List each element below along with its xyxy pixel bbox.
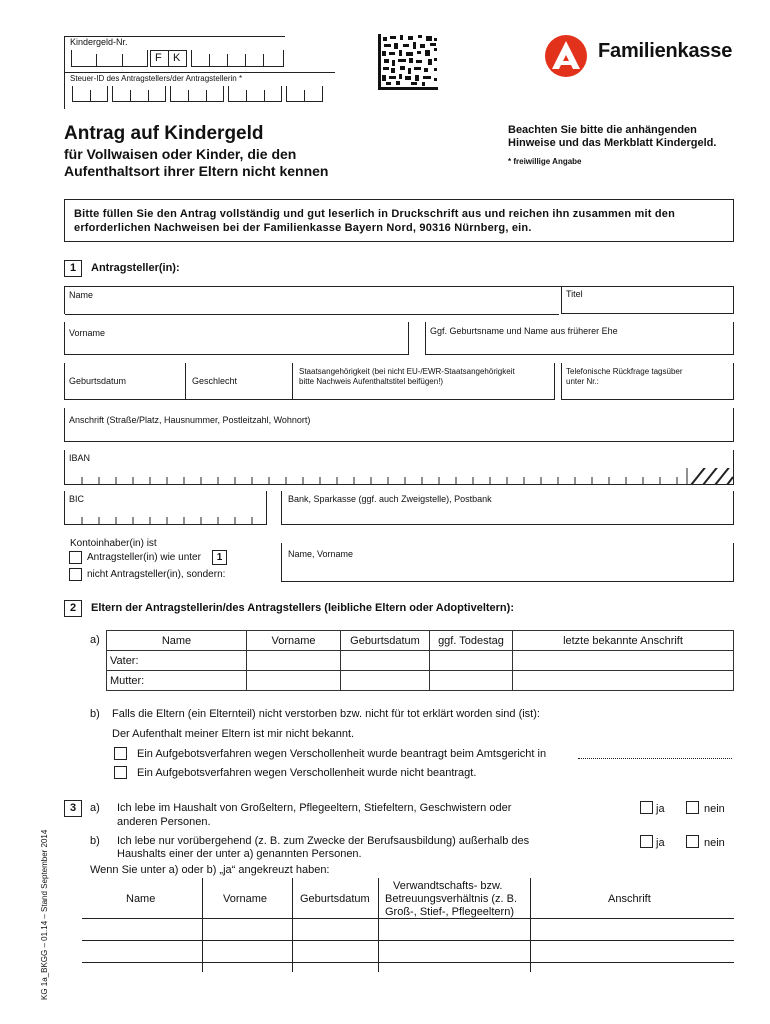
kontoinhaber-self-checkbox[interactable] [69, 551, 82, 564]
section3-b-ja-label: ja [656, 837, 665, 849]
col-name: Name [107, 631, 247, 651]
kindergeld-nr-label: Kindergeld-Nr. [70, 37, 128, 47]
titel-field[interactable]: Titel [561, 286, 734, 314]
amtsgericht-input[interactable] [578, 758, 732, 759]
household-table [82, 878, 734, 972]
table-row[interactable] [107, 651, 734, 671]
section3-b-nein-label: nein [704, 837, 725, 849]
section3-b-line2: Haushalts einer der unter a) genannten Personen. [117, 848, 362, 860]
section3-a-ja-checkbox[interactable] [640, 801, 653, 814]
row-label-vater: Vater: [107, 651, 247, 671]
optional-note: * freiwillige Angabe [508, 157, 582, 166]
section3-a-nein-label: nein [704, 803, 725, 815]
form-id-side-text: KG 1a_BKGG – 01.14 – Stand September 2014 [40, 829, 49, 1000]
row-label-mutter: Mutter: [107, 671, 247, 691]
section1-number: 1 [64, 260, 82, 277]
s3-col-verw-line2: Betreuungsverhältnis (z. B. [385, 893, 518, 905]
col-vorname: Vorname [247, 631, 341, 651]
familienkasse-logo-icon [544, 34, 588, 78]
section2-title: Eltern der Antragstellerin/des Antragstellers (leibliche Eltern oder Adoptiveltern): [91, 602, 514, 614]
fk-letter-k: K [173, 52, 181, 64]
s3-col-geburtsdatum: Geburtsdatum [300, 893, 370, 905]
bank-field[interactable]: Bank, Sparkasse (ggf. auch Zweigstelle), Postbank [281, 491, 734, 525]
datamatrix-barcode [378, 34, 438, 90]
table-row[interactable] [82, 941, 734, 962]
kontoinhaber-name-field[interactable]: Name, Vorname [281, 543, 734, 582]
steuer-id-label: Steuer-ID des Antragstellers/der Antragstellerin * [70, 74, 243, 83]
fk-letter-f: F [155, 52, 162, 64]
section3-a-line2: anderen Personen. [117, 816, 211, 828]
col-todestag: ggf. Todestag [430, 631, 513, 651]
section1-title: Antragsteller(in): [91, 262, 180, 274]
col-geburtsdatum: Geburtsdatum [341, 631, 430, 651]
section1-ref: 1 [212, 550, 227, 565]
geburtsname-field[interactable]: Ggf. Geburtsname und Name aus früherer Ehe [425, 322, 734, 355]
s3-col-name: Name [126, 893, 156, 905]
note-line1: Beachten Sie bitte die anhängenden [508, 124, 697, 136]
aufgebot-beantragt-label: Ein Aufgebotsverfahren wegen Verschollenheit wurde beantragt beim Amtsgericht in [137, 748, 547, 760]
section3-b-label: b) [90, 835, 100, 847]
kontoinhaber-self-label: Antragsteller(in) wie unter [87, 552, 201, 563]
instruction-box [64, 199, 734, 242]
table-row[interactable] [107, 671, 734, 691]
kontoinhaber-label: Kontoinhaber(in) ist [70, 538, 157, 549]
aufenthalt-text: Der Aufenthalt meiner Eltern ist mir nicht bekannt. [112, 728, 355, 740]
brand-name: Familienkasse [598, 40, 733, 62]
iban-field[interactable]: IBAN [64, 450, 734, 485]
instruction-line2: erforderlichen Nachweisen bei der Familienkasse Bayern Nord, 90316 Nürnberg, ein. [74, 222, 532, 234]
section3-b-ja-checkbox[interactable] [640, 835, 653, 848]
wenn-text: Wenn Sie unter a) oder b) „ja“ angekreuzt haben: [90, 864, 330, 876]
col-anschrift: letzte bekannte Anschrift [513, 631, 734, 651]
s3-col-verw-line3: Groß-, Stief-, Pflegeeltern) [385, 906, 514, 918]
section3-number: 3 [64, 800, 82, 817]
geburtsdatum-field[interactable]: Geburtsdatum [64, 363, 186, 400]
kontoinhaber-other-label: nicht Antragsteller(in), sondern: [87, 569, 226, 580]
s3-col-verw-line1: Verwandtschafts- bzw. [393, 880, 503, 892]
form-subtitle-line2: Aufenthaltsort ihrer Eltern nicht kennen [64, 163, 329, 179]
section2-b-text: Falls die Eltern (ein Elternteil) nicht verstorben bzw. nicht für tot erklärt worden sind (ist): [112, 708, 540, 720]
anschrift-field[interactable]: Anschrift (Straße/Platz, Hausnummer, Postleitzahl, Wohnort) [64, 408, 734, 442]
s3-col-anschrift: Anschrift [608, 893, 651, 905]
vorname-field[interactable]: Vorname [64, 322, 409, 355]
section3-a-ja-label: ja [656, 803, 665, 815]
aufgebot-nicht-checkbox[interactable] [114, 766, 127, 779]
geschlecht-field[interactable]: Geschlecht [186, 363, 293, 400]
telefon-field[interactable]: Telefonische Rückfrage tagsüber unter Nr.: [561, 363, 734, 400]
section2-number: 2 [64, 600, 82, 617]
form-title: Antrag auf Kindergeld [64, 123, 264, 144]
s3-col-vorname: Vorname [223, 893, 268, 905]
aufgebot-nicht-label: Ein Aufgebotsverfahren wegen Verschollenheit wurde nicht beantragt. [137, 767, 477, 779]
form-subtitle-line1: für Vollwaisen oder Kinder, die den [64, 146, 297, 162]
parents-table [106, 630, 734, 691]
section3-a-nein-checkbox[interactable] [686, 801, 699, 814]
bic-field[interactable]: BIC [64, 491, 267, 525]
section3-a-label: a) [90, 802, 100, 814]
section3-b-line1: Ich lebe nur vorübergehend (z. B. zum Zwecke der Berufsausbildung) außerhalb des [117, 835, 530, 847]
note-line2: Hinweise und das Merkblatt Kindergeld. [508, 137, 717, 149]
section2-a-label: a) [90, 634, 100, 646]
instruction-line1: Bitte füllen Sie den Antrag vollständig und gut leserlich in Druckschrift aus und reichen ihn zusammen mit den [74, 208, 676, 220]
name-field[interactable]: Name [64, 286, 734, 314]
section2-b-label: b) [90, 708, 100, 720]
staatsangehoerigkeit-field[interactable]: Staatsangehörigkeit (bei nicht EU-/EWR-Staatsangehörigkeit bitte Nachweis Aufenthaltstitel beifügen!) [293, 363, 555, 400]
table-row[interactable] [82, 919, 734, 940]
aufgebot-beantragt-checkbox[interactable] [114, 747, 127, 760]
section3-a-line1: Ich lebe im Haushalt von Großeltern, Pflegeeltern, Stiefeltern, Geschwistern oder [117, 802, 512, 814]
kontoinhaber-other-checkbox[interactable] [69, 568, 82, 581]
section3-b-nein-checkbox[interactable] [686, 835, 699, 848]
